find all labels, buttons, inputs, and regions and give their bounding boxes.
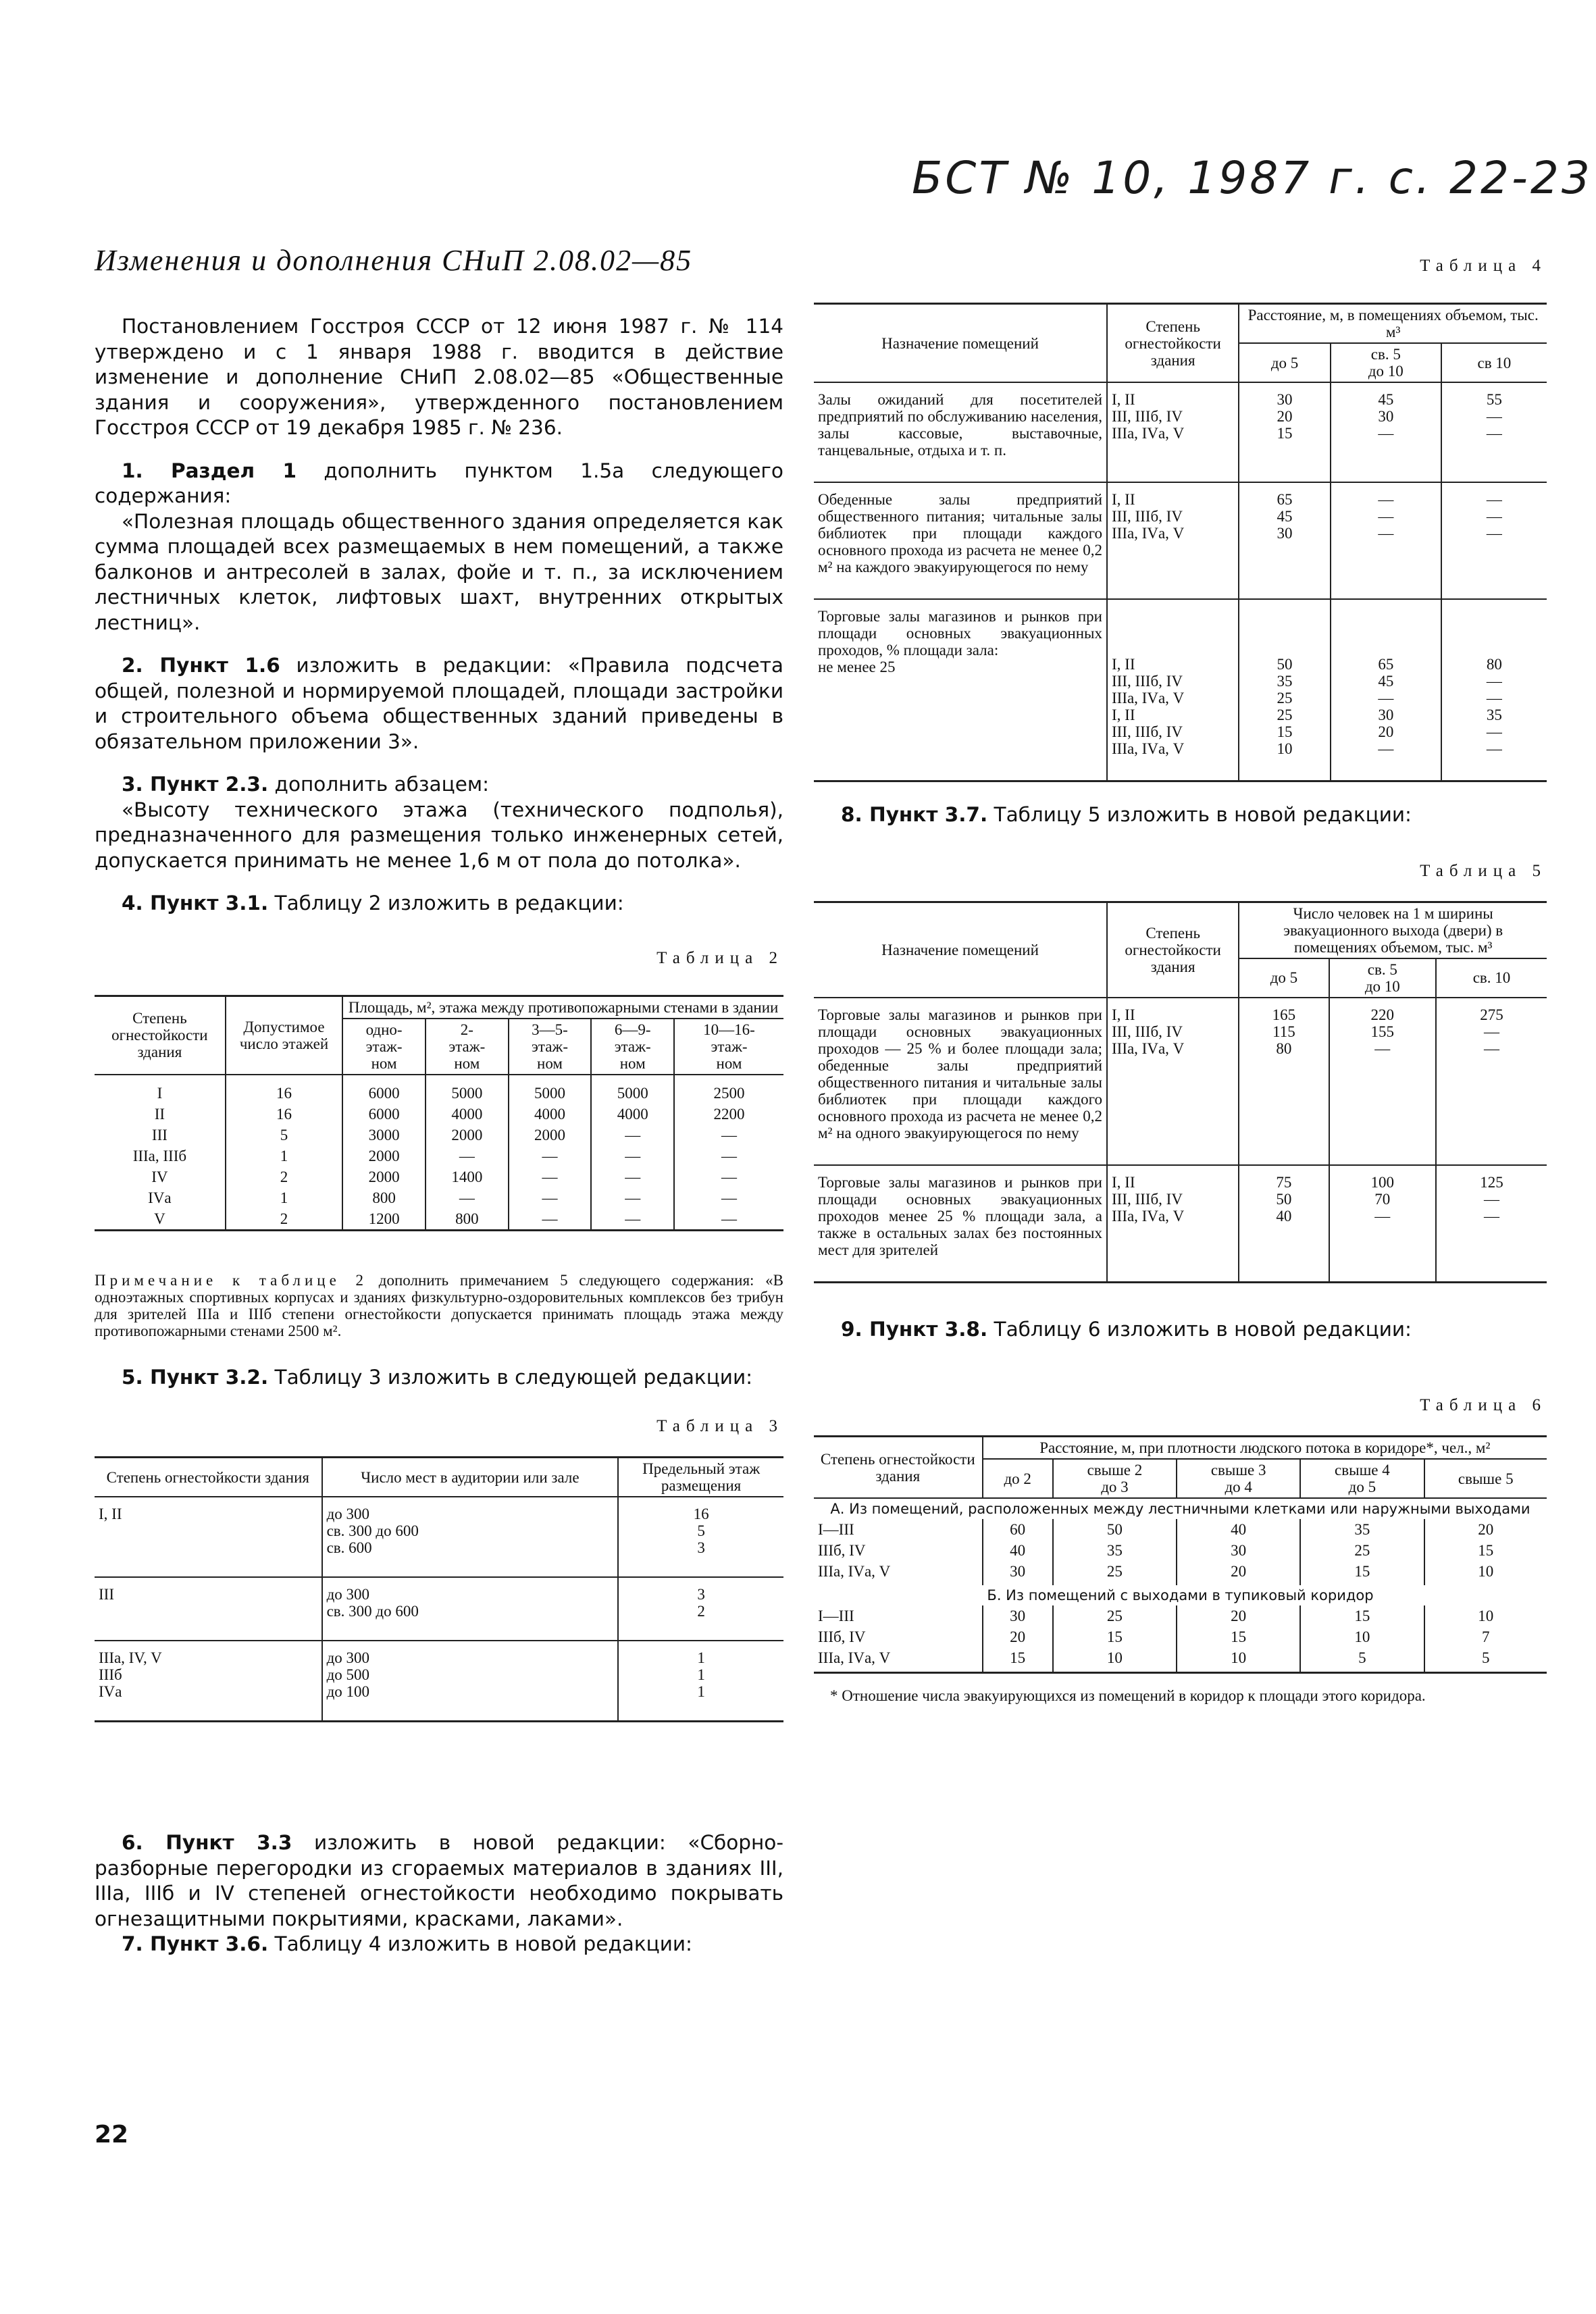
t2-cell: — (591, 1187, 674, 1208)
t6-section-b (814, 1585, 1547, 1605)
t6-cell: 30 (983, 1561, 1053, 1585)
page-number: 22 (95, 2121, 129, 2149)
t3-floor: 16 5 3 (618, 1497, 783, 1577)
t3-body (95, 1497, 783, 1722)
t6-cell: 20 (983, 1626, 1053, 1647)
item-5 (95, 1365, 783, 1391)
item-3-quote: «Высоту технического этажа (технического подполья), предназначенного для размещения только инженерных сетей, допускается принимать не менее 1,6 м от пола до потолка». (95, 798, 783, 872)
t6-cell: 15 (1053, 1626, 1177, 1647)
t4-row (814, 382, 1547, 482)
t2-cell: — (591, 1208, 674, 1231)
t5-value: 75 50 40 (1239, 1165, 1329, 1283)
t5-header-degree: Степень огнестойкости здания (1107, 902, 1239, 998)
t3-row (95, 1641, 783, 1722)
t2-header-sub-2: 2- этаж- ном (426, 1019, 509, 1075)
t4-value: — — — (1441, 482, 1547, 599)
item-2-text: изложить в редакции: «Правила подсчета общей, полезной и нормируемой площадей, площади застройки и строительного объема общественных зданий приведены в обязательном приложении 3». (95, 654, 783, 753)
t6-cell: IIIа, IVа, V (814, 1647, 983, 1673)
t6-cell: 60 (983, 1519, 1053, 1540)
t2-cell: I (95, 1075, 226, 1104)
t6-row (814, 1540, 1547, 1561)
t2-cell: 6000 (342, 1075, 426, 1104)
t3-header-floor: Предельный этаж размещения (618, 1458, 783, 1497)
t6-cell: 30 (1177, 1540, 1300, 1561)
t4-degree: I, II III, IIIб, IV IIIа, IVа, V (1107, 382, 1239, 482)
t6-section-b-label: Б. Из помещений с выходами в тупиковый коридор (987, 1587, 1374, 1603)
t4-header-sub-2: св. 5 до 10 (1331, 343, 1441, 382)
t5-row (814, 998, 1547, 1165)
table-2-note-label: Примечание к таблице 2 (95, 1271, 368, 1289)
t5-degree: I, II III, IIIб, IV IIIа, IVа, V (1107, 998, 1239, 1165)
t4-header-purpose: Назначение помещений (814, 304, 1107, 383)
item-7 (95, 1932, 783, 1957)
t2-cell: 800 (342, 1187, 426, 1208)
t4-purpose: Залы ожиданий для посетителей предприятий по обслуживанию населения, залы кассовые, выставочные, танцевальные, отдыха и т. п. (814, 382, 1107, 482)
t6-header-sub-3: свыше 3 до 4 (1177, 1459, 1300, 1498)
t2-cell: — (674, 1166, 783, 1187)
t6-cell: 25 (1053, 1561, 1177, 1585)
t6-section-a (814, 1498, 1547, 1519)
t2-row (95, 1187, 783, 1208)
t2-cell: 16 (226, 1075, 342, 1104)
t3-header-degree: Степень огнестойкости здания (95, 1458, 322, 1497)
t2-cell: — (426, 1187, 509, 1208)
t5-header-sub-1: до 5 (1239, 958, 1329, 998)
t5-header-purpose: Назначение помещений (814, 902, 1107, 998)
t4-value: 55 — — (1441, 382, 1547, 482)
left-column (95, 314, 783, 1957)
item-2 (95, 653, 783, 754)
item-8-lead: 8. Пункт 3.7. (841, 803, 988, 826)
t6-cell: 20 (1177, 1561, 1300, 1585)
item-1-quote: «Полезная площадь общественного здания определяется как сумма площадей всех размещаемых в нем помещений, а также балконов и антресолей в залах, фойе и т. п., за исключением лестничных клеток, лифтовых шахт, внутренних открытых лестниц». (95, 509, 783, 634)
t2-cell: 2000 (426, 1125, 509, 1146)
item-1-text: дополнить пунктом 1.5а следующего содержания: (95, 459, 783, 507)
item-1-lead: 1. Раздел 1 (122, 459, 297, 482)
t6-cell: IIIб, IV (814, 1626, 983, 1647)
t3-header-seats: Число мест в аудитории или зале (322, 1458, 619, 1497)
t2-cell: 3000 (342, 1125, 426, 1146)
item-3-text: дополнить абзацем: (268, 773, 490, 796)
table-2-note (95, 1272, 783, 1339)
t2-cell: 5000 (426, 1075, 509, 1104)
t2-header-sub-5: 10—16- этаж- ном (674, 1019, 783, 1075)
t2-cell: — (591, 1146, 674, 1166)
t2-cell: — (426, 1146, 509, 1166)
t2-cell: — (591, 1125, 674, 1146)
t6-cell: 25 (1300, 1540, 1424, 1561)
t6-cell: 10 (1424, 1605, 1547, 1626)
t2-cell: II (95, 1104, 226, 1125)
t6-header-distance: Расстояние, м, при плотности людского потока в коридоре*, чел., м² (983, 1437, 1547, 1460)
handwritten-reference: БСТ № 10, 1987 г. с. 22-23 (912, 152, 1593, 204)
t6-cell: 30 (983, 1605, 1053, 1626)
table-4-caption: Таблица 4 (1420, 257, 1547, 275)
t2-cell: — (674, 1208, 783, 1231)
t3-floor: 3 2 (618, 1577, 783, 1641)
t3-degree: III (95, 1577, 322, 1641)
t2-cell: IVа (95, 1187, 226, 1208)
t5-degree: I, II III, IIIб, IV IIIа, IVа, V (1107, 1165, 1239, 1283)
t6-cell: 50 (1053, 1519, 1177, 1540)
t6-row (814, 1647, 1547, 1673)
t6-cell: 10 (1053, 1647, 1177, 1673)
t6-cell: 5 (1300, 1647, 1424, 1673)
t2-cell: 1 (226, 1146, 342, 1166)
t4-header-distance: Расстояние, м, в помещениях объемом, тыс. м³ (1239, 304, 1547, 344)
t2-cell: 4000 (426, 1104, 509, 1125)
t2-cell: IV (95, 1166, 226, 1187)
t6-cell: 15 (1300, 1605, 1424, 1626)
t6-cell: 20 (1424, 1519, 1547, 1540)
t6-row (814, 1561, 1547, 1585)
t3-seats: до 300 св. 300 до 600 (322, 1577, 619, 1641)
t6-cell: 15 (1177, 1626, 1300, 1647)
t6-cell: 40 (983, 1540, 1053, 1561)
t3-row (95, 1497, 783, 1577)
t2-row (95, 1104, 783, 1125)
t4-value: — — — (1331, 482, 1441, 599)
t6-header-degree: Степень огнестойкости здания (814, 1437, 983, 1499)
t6-cell: 25 (1053, 1605, 1177, 1626)
t2-header-degree: Степень огнестойкости здания (95, 996, 226, 1075)
t2-cell: — (509, 1187, 592, 1208)
t5-row (814, 1165, 1547, 1283)
table-2-caption: Таблица 2 (657, 948, 783, 967)
item-3 (95, 772, 783, 798)
t6-cell: 10 (1424, 1561, 1547, 1585)
t3-degree: IIIа, IV, V IIIб IVа (95, 1641, 322, 1722)
t2-cell: 2200 (674, 1104, 783, 1125)
t2-row (95, 1166, 783, 1187)
t6-row (814, 1605, 1547, 1626)
t2-cell: — (674, 1146, 783, 1166)
t2-cell: 1200 (342, 1208, 426, 1231)
t2-cell: IIIа, IIIб (95, 1146, 226, 1166)
t6-cell: I—III (814, 1605, 983, 1626)
t6-cell: 15 (983, 1647, 1053, 1673)
t6-row (814, 1626, 1547, 1647)
t2-cell: III (95, 1125, 226, 1146)
item-4-text: Таблицу 2 изложить в редакции: (268, 892, 624, 915)
item-8-text: Таблицу 5 изложить в новой редакции: (987, 803, 1412, 826)
t2-header-sub-4: 6—9- этаж- ном (591, 1019, 674, 1075)
t2-body (95, 1075, 783, 1231)
t2-row (95, 1146, 783, 1166)
t2-cell: — (509, 1166, 592, 1187)
t2-cell: 5 (226, 1125, 342, 1146)
t2-cell: — (509, 1208, 592, 1231)
t2-cell: — (591, 1166, 674, 1187)
t6-header-sub-1: до 2 (983, 1459, 1053, 1498)
item-5-text: Таблицу 3 изложить в следующей редакции: (268, 1365, 753, 1389)
item-3-lead: 3. Пункт 2.3. (122, 773, 269, 796)
t2-cell: 1 (226, 1187, 342, 1208)
t2-cell: 5000 (591, 1075, 674, 1104)
item-8 (814, 802, 1547, 828)
t4-value: 50 35 25 25 15 10 (1239, 599, 1331, 781)
item-1 (95, 459, 783, 509)
t6-cell: IIIа, IVа, V (814, 1561, 983, 1585)
item-5-lead: 5. Пункт 3.2. (122, 1365, 269, 1389)
t5-header-sub-3: св. 10 (1436, 958, 1547, 998)
table-6 (814, 1435, 1547, 1674)
t2-cell: 4000 (591, 1104, 674, 1125)
item-6 (95, 1830, 783, 1932)
table-3-caption: Таблица 3 (657, 1417, 783, 1435)
t6-section-a-label: А. Из помещений, расположенных между лестничными клетками или наружными выходами (830, 1501, 1530, 1517)
t4-degree: I, II III, IIIб, IV IIIа, IVа, V (1107, 482, 1239, 599)
t2-row (95, 1075, 783, 1104)
item-9 (814, 1317, 1547, 1343)
t3-floor: 1 1 1 (618, 1641, 783, 1722)
item-7-text: Таблицу 4 изложить в новой редакции: (268, 1932, 692, 1955)
document-title: Изменения и дополнения СНиП 2.08.02—85 (95, 244, 693, 277)
t2-cell: — (509, 1146, 592, 1166)
t5-header-sub-2: св. 5 до 10 (1329, 958, 1436, 998)
t4-degree: I, II III, IIIб, IV IIIа, IVа, V I, II III, IIIб, IV IIIа, IVа, V (1107, 599, 1239, 781)
t2-cell: — (674, 1125, 783, 1146)
intro-paragraph: Постановлением Госстроя СССР от 12 июня 1987 г. № 114 утверждено и с 1 января 1988 г. вводится в действие изменение и дополнение СНиП 2.08.02—85 «Общественные здания и сооружения», утвержденного постановлением Госстроя СССР от 19 декабря 1985 г. № 236. (95, 315, 783, 439)
item-2-lead: 2. Пункт 1.6 (122, 654, 280, 677)
t3-degree: I, II (95, 1497, 322, 1577)
t2-cell: 5000 (509, 1075, 592, 1104)
t6-cell: 15 (1300, 1561, 1424, 1585)
t2-cell: 4000 (509, 1104, 592, 1125)
t5-value: 220 155 — (1329, 998, 1436, 1165)
table-6-caption: Таблица 6 (1420, 1396, 1547, 1414)
t2-cell: 800 (426, 1208, 509, 1231)
t6-cell: I—III (814, 1519, 983, 1540)
t3-seats: до 300 св. 300 до 600 св. 600 (322, 1497, 619, 1577)
t2-cell: 2000 (342, 1146, 426, 1166)
t4-header-sub-3: св 10 (1441, 343, 1547, 382)
t4-purpose: Обеденные залы предприятий общественного питания; читальные залы библиотек при площади каждого основного прохода из расчета не менее 0,2 м² на каждого эвакуирующегося по нему (814, 482, 1107, 599)
table-6-footnote: * Отношение числа эвакуирующихся из помещений в коридор к площади этого коридора. (830, 1687, 1426, 1704)
table-2-note-text: дополнить примечанием 5 следующего содержания: «В одноэтажных спортивных корпусах и зданиях физкультурно-оздоровительных комплексов без трибун для зрителей IIIа и IIIб степени огнестойкости допускается принимать площадь этажа между противопожарными стенами 2500 м². (95, 1271, 784, 1339)
t2-cell: 2000 (342, 1166, 426, 1187)
t2-header-area: Площадь, м², этажа между противопожарными стенами в здании (342, 996, 783, 1019)
t5-value: 125 — — (1436, 1165, 1547, 1283)
t6-cell: 35 (1300, 1519, 1424, 1540)
t4-row (814, 599, 1547, 781)
t4-header-sub-1: до 5 (1239, 343, 1331, 382)
t4-purpose: Торговые залы магазинов и рынков при площади основных эвакуационных проходов, % площади зала: не менее 25 (814, 599, 1107, 781)
t2-cell: 6000 (342, 1104, 426, 1125)
t6-cell: 5 (1424, 1647, 1547, 1673)
t5-header-people: Число человек на 1 м ширины эвакуационного выхода (двери) в помещениях объемом, тыс. м³ (1239, 902, 1547, 958)
t6-cell: 35 (1053, 1540, 1177, 1561)
t4-value: 80 — — 35 — — (1441, 599, 1547, 781)
item-7-lead: 7. Пункт 3.6. (122, 1932, 269, 1955)
t4-header-degree: Степень огнестойкости здания (1107, 304, 1239, 383)
t6-cell: 7 (1424, 1626, 1547, 1647)
t2-header-sub-3: 3—5- этаж- ном (509, 1019, 592, 1075)
table-2 (95, 995, 783, 1231)
item-9-text: Таблицу 6 изложить в новой редакции: (987, 1317, 1412, 1341)
item-6-lead: 6. Пункт 3.3 (122, 1831, 292, 1854)
t2-cell: 2 (226, 1208, 342, 1231)
t6-cell: 40 (1177, 1519, 1300, 1540)
t3-seats: до 300 до 500 до 100 (322, 1641, 619, 1722)
t2-cell: 2 (226, 1166, 342, 1187)
table-5-caption: Таблица 5 (1420, 861, 1547, 880)
t6-body (814, 1498, 1547, 1673)
t5-value: 100 70 — (1329, 1165, 1436, 1283)
t5-body (814, 998, 1547, 1283)
item-4 (95, 891, 783, 917)
t6-header-sub-5: свыше 5 (1424, 1459, 1547, 1498)
t4-body (814, 382, 1547, 781)
t4-value: 30 20 15 (1239, 382, 1331, 482)
item-6-text: изложить в новой редакции: «Сборно-разборные перегородки из сгораемых материалов в зданиях III, IIIа, IIIб и IV степеней огнестойкости необходимо покрывать огнезащитными покрытиями, красками, лаками». (95, 1831, 784, 1930)
table-3 (95, 1456, 783, 1722)
item-4-lead: 4. Пункт 3.1. (122, 892, 269, 915)
t5-value: 165 115 80 (1239, 998, 1329, 1165)
right-column (814, 257, 1547, 1704)
t5-purpose: Торговые залы магазинов и рынков при площади основных эвакуационных проходов менее 25 % площади зала, а также в остальных залах без постоянных мест для зрителей (814, 1165, 1107, 1283)
t5-value: 275 — — (1436, 998, 1547, 1165)
t6-cell: IIIб, IV (814, 1540, 983, 1561)
t4-row (814, 482, 1547, 599)
t2-header-sub-1: одно- этаж- ном (342, 1019, 426, 1075)
t2-row (95, 1125, 783, 1146)
t3-row (95, 1577, 783, 1641)
t6-header-sub-4: свыше 4 до 5 (1300, 1459, 1424, 1498)
t6-cell: 20 (1177, 1605, 1300, 1626)
t2-cell: — (674, 1187, 783, 1208)
t2-header-floors: Допустимое число этажей (226, 996, 342, 1075)
t6-cell: 10 (1300, 1626, 1424, 1647)
t4-value: 65 45 30 (1239, 482, 1331, 599)
t2-cell: V (95, 1208, 226, 1231)
t6-row (814, 1519, 1547, 1540)
t6-header-sub-2: свыше 2 до 3 (1053, 1459, 1177, 1498)
t2-row (95, 1208, 783, 1231)
t5-purpose: Торговые залы магазинов и рынков при площади основных эвакуационных проходов — 25 % и более площади зала; обеденные залы предприятий общественного питания и читальные залы библиотек при площади каждого основного прохода из расчета не менее 0,2 м² на одного эвакуирующегося по нему (814, 998, 1107, 1165)
t4-value: 65 45 — 30 20 — (1331, 599, 1441, 781)
t4-value: 45 30 — (1331, 382, 1441, 482)
t2-cell: 16 (226, 1104, 342, 1125)
table-4 (814, 303, 1547, 782)
t2-cell: 1400 (426, 1166, 509, 1187)
t6-cell: 10 (1177, 1647, 1300, 1673)
t2-cell: 2000 (509, 1125, 592, 1146)
table-5 (814, 901, 1547, 1283)
t2-cell: 2500 (674, 1075, 783, 1104)
item-9-lead: 9. Пункт 3.8. (841, 1317, 988, 1341)
t6-cell: 15 (1424, 1540, 1547, 1561)
